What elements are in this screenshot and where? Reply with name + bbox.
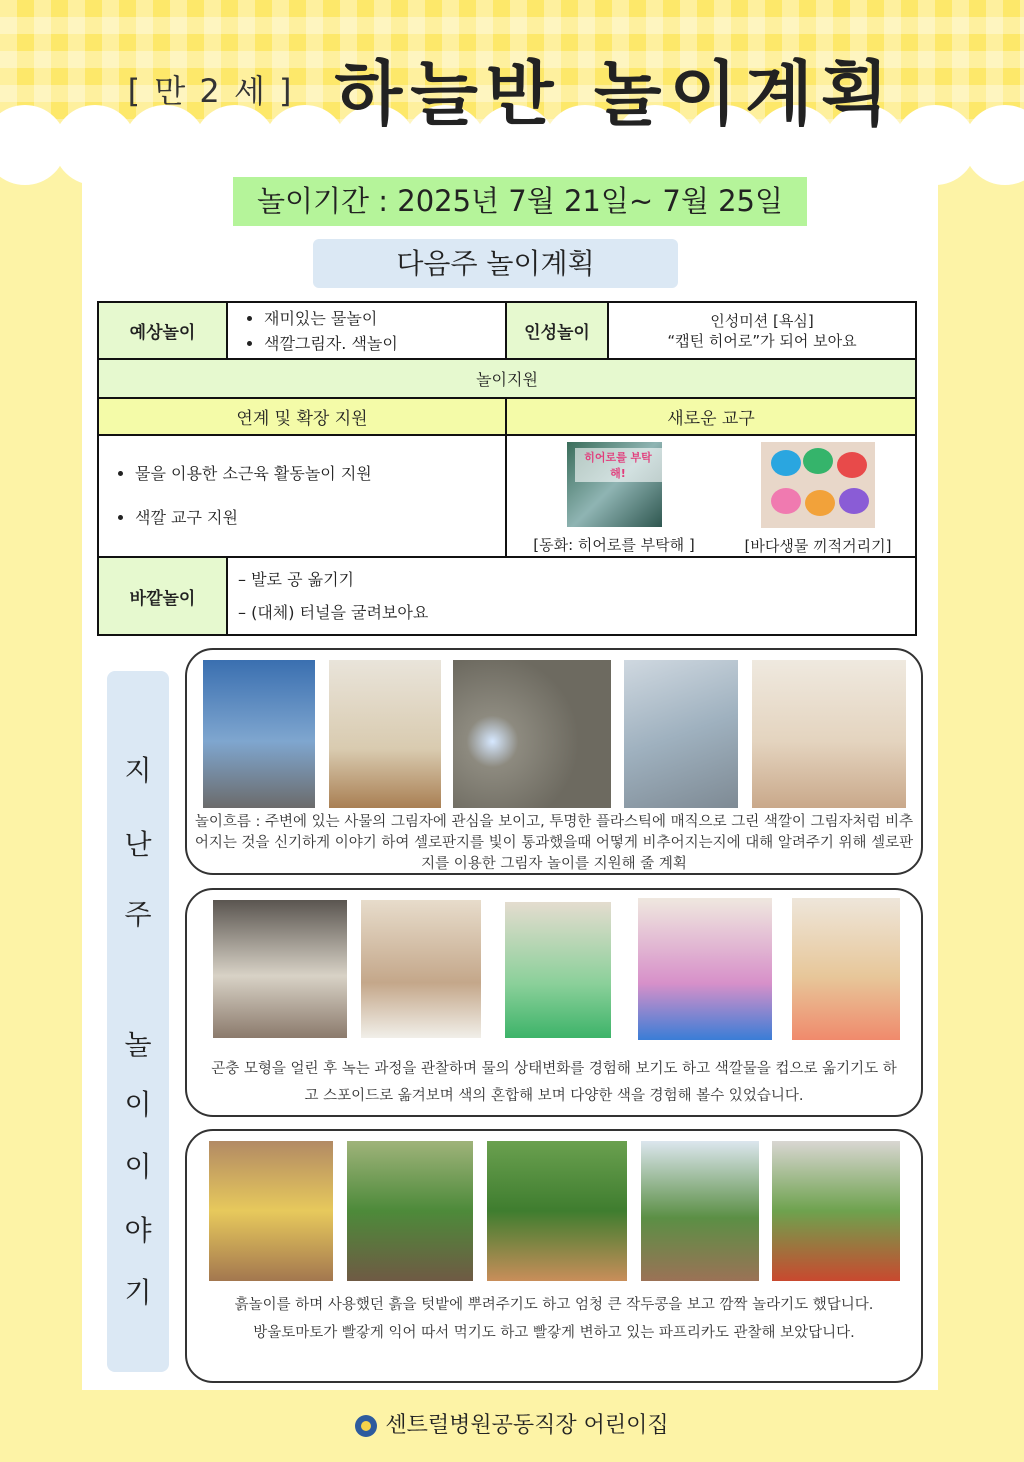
toy-caption: [바다생물 끼적거리기]	[744, 537, 892, 555]
link-support-cell	[98, 435, 506, 557]
play-period: 놀이기간 : 2025년 7월 21일~ 7월 25일	[233, 177, 807, 226]
outdoor-item: – 발로 공 옮기기	[238, 570, 354, 589]
photo-boy-dropper	[361, 900, 481, 1038]
side-char: 야	[124, 1214, 152, 1247]
story-caption: 곤충 모형을 얼린 후 녹는 과정을 관찰하며 물의 상태변화를 경험해 보기도 하고 색깔물을 컵으로 옮기기도 하고 스포이드로 옮겨보며 색의 혼합해 보며 다양한 색을 경험해 볼수 있었습니다.	[211, 1061, 897, 1104]
play-support-heading: 놀이지원	[98, 359, 916, 398]
character-hero: “캡틴 히어로”가 되어 보아요	[667, 331, 857, 350]
side-char: 놀	[124, 1028, 152, 1061]
side-char: 난	[124, 828, 152, 861]
photo-shadow-screen	[453, 660, 611, 808]
photo-green-water	[505, 902, 611, 1038]
footer	[0, 1408, 1024, 1439]
expected-item: • 재미있는 물놀이	[264, 306, 505, 331]
footer-text: 센트럴병원공동직장 어린이집	[385, 1413, 669, 1438]
outdoor-item: – (대체) 터널을 굴려보아요	[238, 603, 429, 622]
photo-child-garden	[641, 1141, 759, 1281]
photo-tomato-plants	[487, 1141, 627, 1281]
story-box-water-play	[185, 888, 923, 1117]
side-char: 지	[124, 754, 152, 787]
side-char: 기	[124, 1276, 152, 1309]
character-play-cell	[608, 302, 916, 359]
character-mission: 인성미션 [욕심]	[710, 311, 814, 330]
expected-play-label: 예상놀이	[98, 302, 227, 359]
next-week-heading: 다음주 놀이계획	[313, 239, 678, 288]
book-title: 히어로를 부탁해!	[575, 448, 662, 482]
photo-construction-site	[203, 660, 315, 808]
photo-plastic-drawing	[624, 660, 738, 808]
outdoor-play-cell	[227, 557, 916, 635]
book-cover-image	[567, 442, 662, 527]
expected-item: • 색깔그림자. 색놀이	[264, 331, 505, 356]
side-char: 이	[124, 1088, 152, 1121]
outdoor-play-label: 바깥놀이	[98, 557, 227, 635]
photo-child-puzzle	[752, 660, 906, 808]
page-title	[0, 38, 1024, 139]
photo-bean-plant	[347, 1141, 473, 1281]
story-caption: 놀이흐름 : 주변에 있는 사물의 그림자에 관심을 보이고, 투명한 플라스틱에 매직으로 그린 색깔이 그림자처럼 비추어지는 것을 신기하게 이야기 하여 셀로판지를 빛이 통과했을때 어떻게 비추어지는지에 대해 알려주기 위해 셀로판지를 이용한 그림자 놀이를 지원해 줄 계획	[194, 814, 914, 872]
book-caption: [동화: 히어로를 부탁해 ]	[533, 536, 695, 554]
story-box-garden	[185, 1129, 923, 1383]
link-item: • 색깔 교구 지원	[135, 496, 505, 540]
character-play-label: 인성놀이	[506, 302, 608, 359]
expected-play-cell	[227, 302, 506, 359]
new-materials-heading: 새로운 교구	[506, 398, 916, 435]
story-caption: 방울토마토가 빨갛게 익어 따서 먹기도 하고 빨갛게 변하고 있는 파프리카도 관찰해 보았답니다.	[253, 1325, 855, 1341]
photo-paprika	[772, 1141, 900, 1281]
photo-wall-shadow	[329, 660, 441, 808]
plan-table	[97, 301, 917, 636]
side-char: 이	[124, 1150, 152, 1183]
sea-animal-toys-image	[761, 442, 875, 528]
title-text: 하늘반 놀이계획	[334, 53, 897, 135]
side-char: 주	[124, 898, 152, 931]
photo-orange-mix	[792, 898, 900, 1040]
daycare-logo-icon	[355, 1415, 377, 1437]
photo-sand-play	[209, 1141, 333, 1281]
link-item: • 물을 이용한 소근육 활동놀이 지원	[135, 452, 505, 496]
age-label: [ 만 2 세 ]	[127, 71, 294, 110]
story-box-shadow-play	[185, 648, 923, 875]
story-caption: 흙놀이를 하며 사용했던 흙을 텃밭에 뿌려주기도 하고 엄청 큰 작두콩을 보고 깜짝 놀라기도 했답니다.	[234, 1297, 874, 1313]
new-materials-cell	[506, 435, 916, 557]
last-week-side-label	[107, 671, 169, 1372]
photo-color-jars	[638, 898, 772, 1040]
photo-children-table	[213, 900, 347, 1038]
link-support-heading: 연계 및 확장 지원	[98, 398, 506, 435]
